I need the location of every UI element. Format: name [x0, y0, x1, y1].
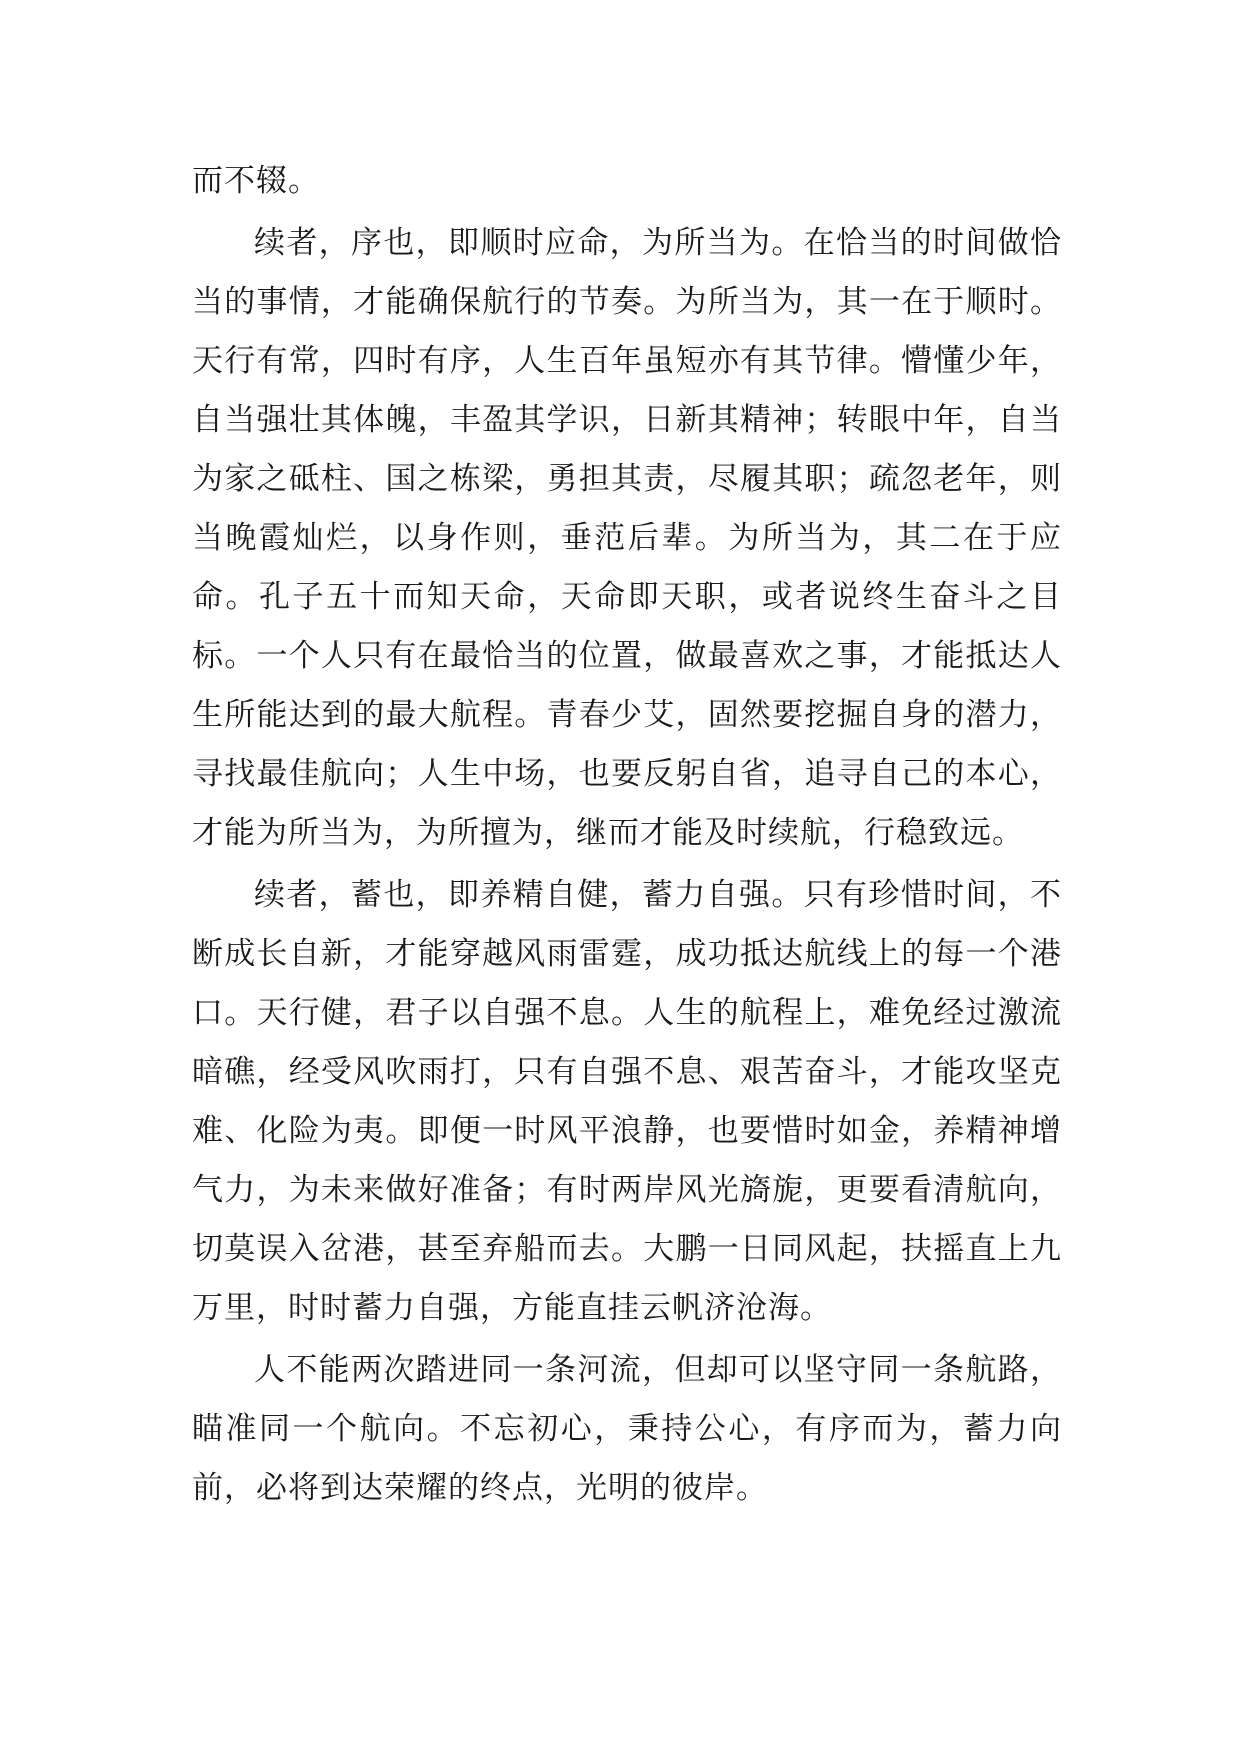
paragraph-conclusion: 人不能两次踏进同一条河流，但却可以坚守同一条航路，瞄准同一个航向。不忘初心，秉持公心，有序而为，蓄力向前，必将到达荣耀的终点，光明的彼岸。 [192, 1352, 1062, 1506]
paragraph-continuation: 而不辍。 [192, 163, 320, 199]
document-page [192, 152, 1062, 1518]
paragraph-xu-accumulate: 续者，蓄也，即养精自健，蓄力自强。只有珍惜时间，不断成长自新，才能穿越风雨雷霆，成功抵达航线上的每一个港口。天行健，君子以自强不息。人生的航程上，难免经过激流暗礁，经受风吹雨打，只有自强不息、艰苦奋斗，才能攻坚克难、化险为夷。即便一时风平浪静，也要惜时如金，养精神增气力，为未来做好准备；有时两岸风光旖旎，更要看清航向，切莫误入岔港，甚至弃船而去。大鹏一日同风起，扶摇直上九万里，时时蓄力自强，方能直挂云帆济沧海。 [192, 877, 1062, 1326]
paragraph-xu-order: 续者，序也，即顺时应命，为所当为。在恰当的时间做恰当的事情，才能确保航行的节奏。为所当为，其一在于顺时。天行有常，四时有序，人生百年虽短亦有其节律。懵懂少年，自当强壮其体魄，丰盈其学识，日新其精神；转眼中年，自当为家之砥柱、国之栋梁，勇担其责，尽履其职；疏忽老年，则当晚霞灿烂，以身作则，垂范后辈。为所当为，其二在于应命。孔子五十而知天命，天命即天职，或者说终生奋斗之目标。一个人只有在最恰当的位置，做最喜欢之事，才能抵达人生所能达到的最大航程。青春少艾，固然要挖掘自身的潜力，寻找最佳航向；人生中场，也要反躬自省，追寻自己的本心，才能为所当为，为所擅为，继而才能及时续航，行稳致远。 [192, 225, 1062, 851]
